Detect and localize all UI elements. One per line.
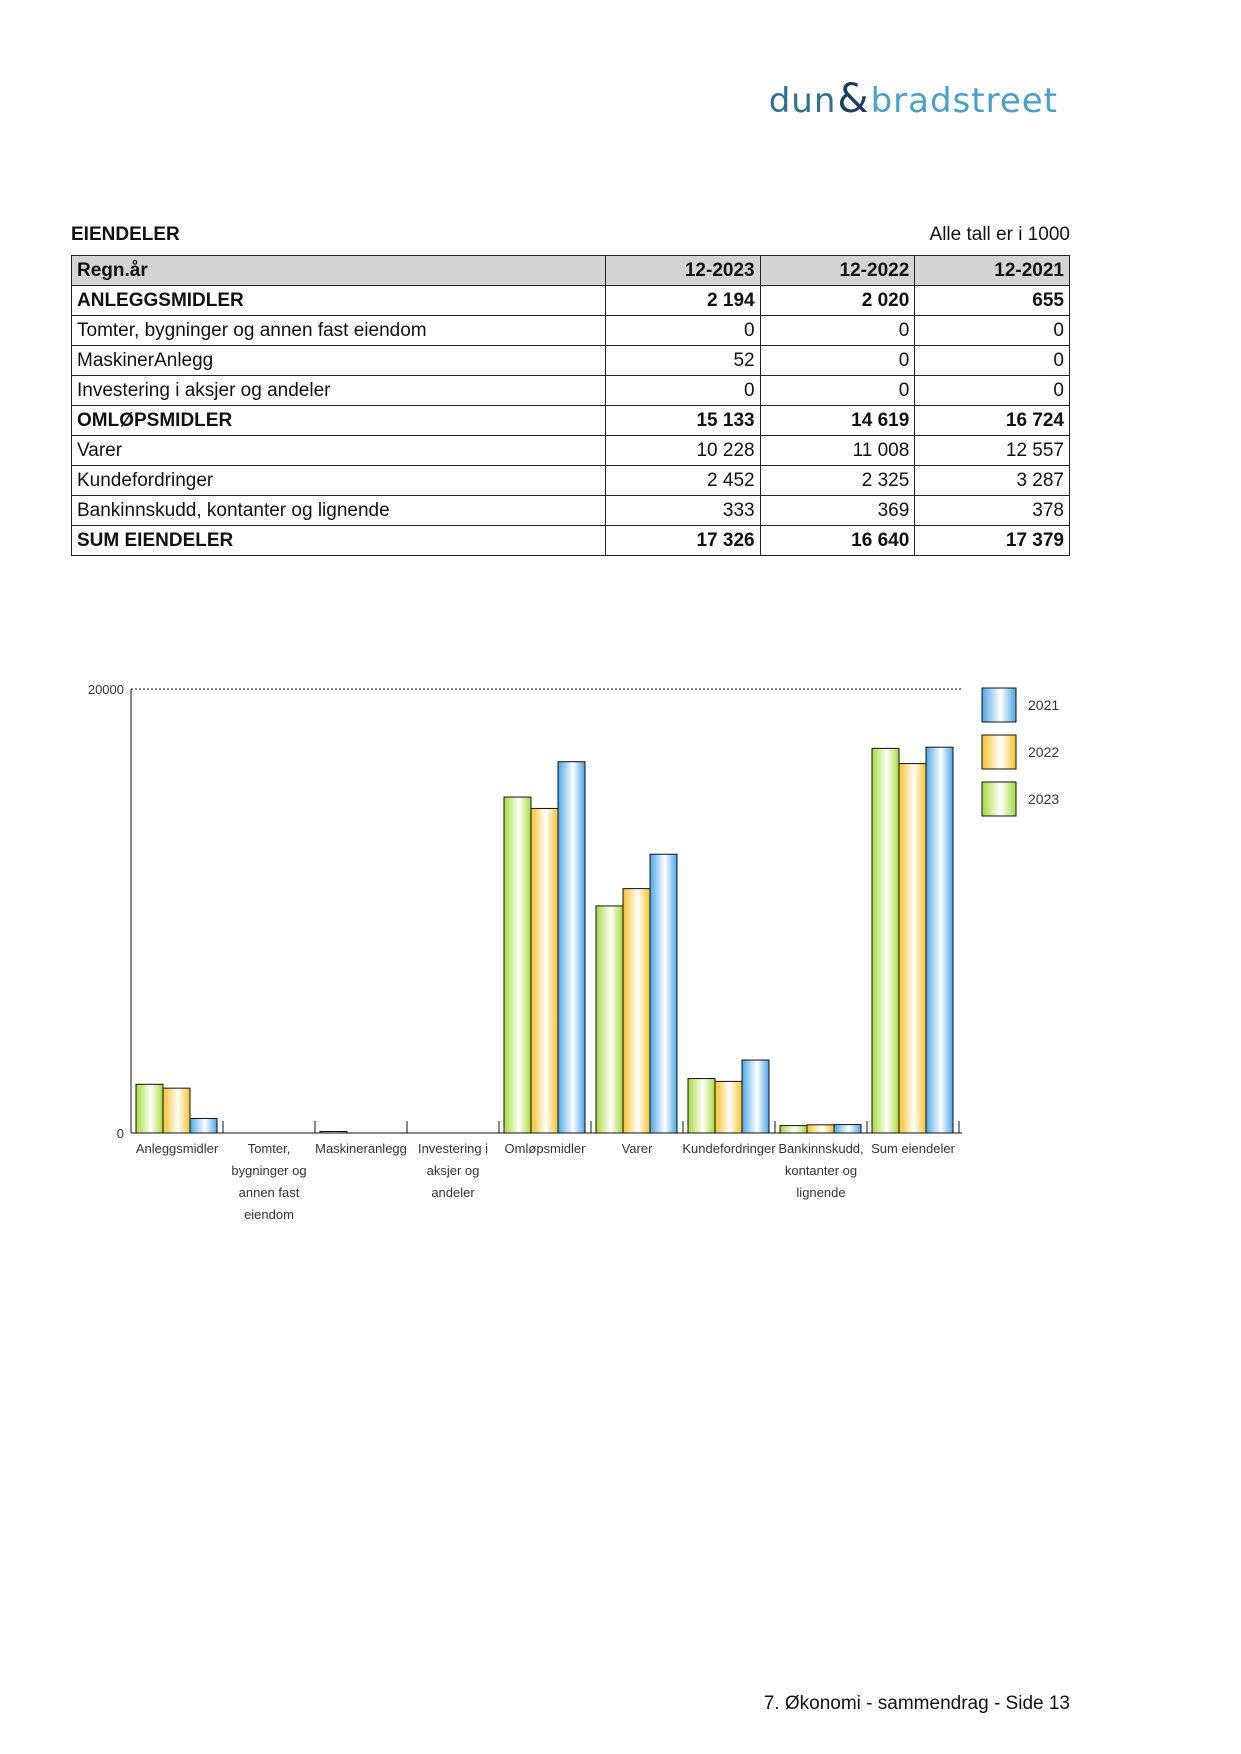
bar-2022 <box>807 1125 834 1133</box>
x-category-label: Tomter, <box>247 1141 291 1156</box>
x-category-label: bygninger og <box>231 1163 307 1178</box>
row-value: 3 287 <box>915 466 1070 496</box>
x-category-label: Omløpsmidler <box>504 1141 586 1156</box>
row-value: 10 228 <box>605 436 760 466</box>
row-value: 2 325 <box>760 466 915 496</box>
row-label: Varer <box>72 436 606 466</box>
row-label: Investering i aksjer og andeler <box>72 376 606 406</box>
row-label: Bankinnskudd, kontanter og lignende <box>72 496 606 526</box>
row-value: 0 <box>605 376 760 406</box>
x-category-label: Investering i <box>417 1141 489 1156</box>
x-category-label: Anleggsmidler <box>135 1141 219 1156</box>
legend-swatch-2021 <box>982 688 1016 722</box>
bar-2022 <box>163 1088 190 1133</box>
x-category-label: Sum eiendeler <box>871 1141 955 1156</box>
bar-2021 <box>650 854 677 1133</box>
row-label: ANLEGGSMIDLER <box>72 286 606 316</box>
header-cell: 12-2023 <box>605 256 760 286</box>
x-category-label: Kundefordringer <box>682 1141 776 1156</box>
legend-label: 2023 <box>1028 791 1060 807</box>
row-value: 0 <box>760 316 915 346</box>
bar-2022 <box>623 889 650 1133</box>
bar-2021 <box>190 1118 217 1133</box>
row-label: Kundefordringer <box>72 466 606 496</box>
row-value: 0 <box>760 346 915 376</box>
y-tick-label: 0 <box>116 1126 124 1141</box>
row-value: 2 452 <box>605 466 760 496</box>
section-title: EIENDELER <box>71 224 180 245</box>
legend-label: 2021 <box>1028 697 1060 713</box>
y-tick-label: 20000 <box>87 682 124 697</box>
row-value: 2 194 <box>605 286 760 316</box>
x-category-label: aksjer og <box>426 1163 480 1178</box>
row-value: 14 619 <box>760 406 915 436</box>
row-value: 2 020 <box>760 286 915 316</box>
legend-swatch-2022 <box>982 735 1016 769</box>
row-value: 17 326 <box>605 526 760 556</box>
x-category-label: andeler <box>431 1185 475 1200</box>
header-cell: Regn.år <box>72 256 606 286</box>
row-value: 17 379 <box>915 526 1070 556</box>
legend-swatch-2023 <box>982 782 1016 816</box>
bar-2023 <box>780 1126 807 1133</box>
bar-2021 <box>834 1125 861 1133</box>
row-value: 369 <box>760 496 915 526</box>
bar-2021 <box>742 1060 769 1133</box>
bar-2021 <box>926 747 953 1133</box>
x-category-label: annen fast <box>238 1185 300 1200</box>
row-value: 16 724 <box>915 406 1070 436</box>
bar-2022 <box>531 808 558 1133</box>
row-label: Tomter, bygninger og annen fast eiendom <box>72 316 606 346</box>
row-value: 52 <box>605 346 760 376</box>
row-value: 0 <box>760 376 915 406</box>
x-category-label: eiendom <box>244 1207 294 1222</box>
bar-2023 <box>504 797 531 1133</box>
bar-2023 <box>320 1132 347 1134</box>
bar-2022 <box>899 764 926 1133</box>
row-value: 0 <box>915 346 1070 376</box>
row-value: 0 <box>915 316 1070 346</box>
row-value: 378 <box>915 496 1070 526</box>
row-value: 15 133 <box>605 406 760 436</box>
bar-2022 <box>715 1081 742 1133</box>
row-value: 655 <box>915 286 1070 316</box>
legend-label: 2022 <box>1028 744 1060 760</box>
x-category-label: lignende <box>796 1185 846 1200</box>
bar-2023 <box>136 1084 163 1133</box>
row-value: 12 557 <box>915 436 1070 466</box>
header-cell: 12-2021 <box>915 256 1070 286</box>
x-category-label: Bankinnskudd, <box>778 1141 864 1156</box>
row-label: OMLØPSMIDLER <box>72 406 606 436</box>
x-category-label: Maskineranlegg <box>315 1141 407 1156</box>
dun-bradstreet-logo: dun&bradstreet <box>768 76 1058 122</box>
bar-2021 <box>558 762 585 1133</box>
units-note: Alle tall er i 1000 <box>929 224 1070 245</box>
row-label: MaskinerAnlegg <box>72 346 606 376</box>
row-value: 11 008 <box>760 436 915 466</box>
bar-2023 <box>872 748 899 1133</box>
x-category-label: Varer <box>621 1141 653 1156</box>
row-label: SUM EIENDELER <box>72 526 606 556</box>
page-footer: 7. Økonomi - sammendrag - Side 13 <box>763 1693 1070 1714</box>
header-cell: 12-2022 <box>760 256 915 286</box>
row-value: 333 <box>605 496 760 526</box>
bar-2023 <box>596 906 623 1133</box>
row-value: 0 <box>915 376 1070 406</box>
row-value: 16 640 <box>760 526 915 556</box>
row-value: 0 <box>605 316 760 346</box>
bar-2023 <box>688 1079 715 1133</box>
x-category-label: kontanter og <box>784 1163 858 1178</box>
